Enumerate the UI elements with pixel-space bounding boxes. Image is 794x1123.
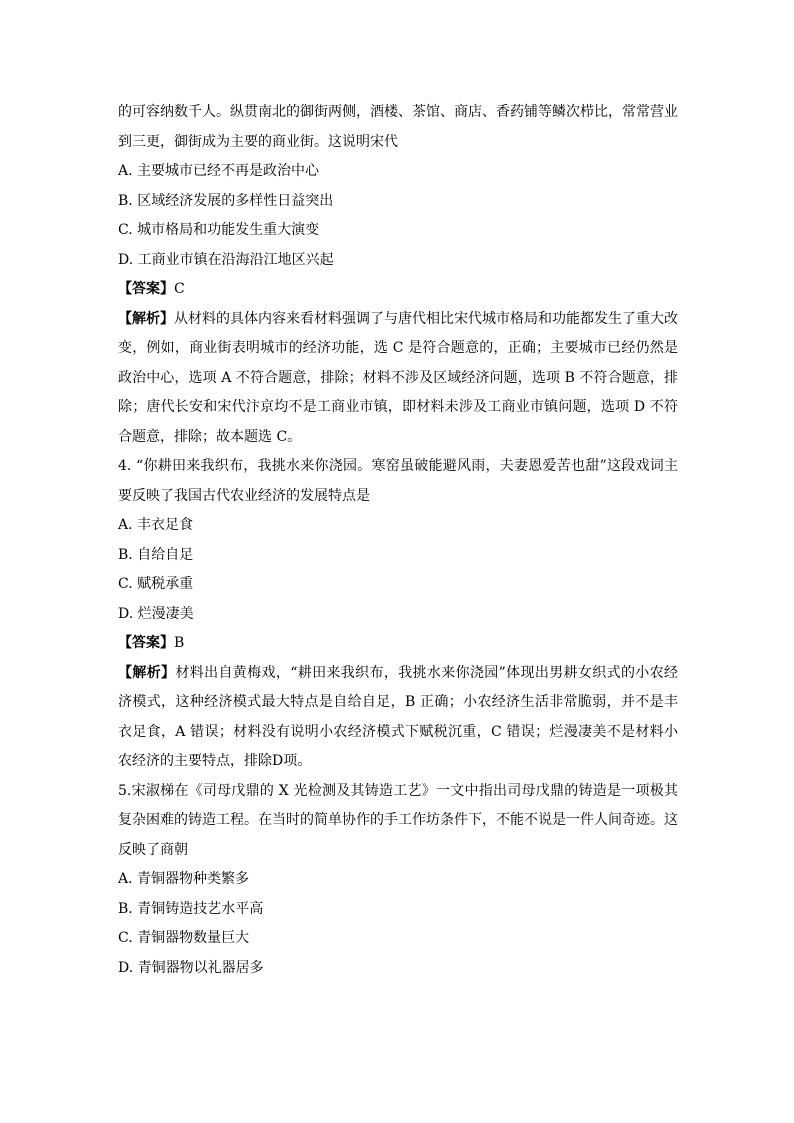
answer-value: C [174,281,185,297]
question-3-answer [118,275,678,305]
question-4-option-a: A. 丰衣足食 [118,517,194,533]
answer-tag: 【答案】 [118,281,174,297]
answer-tag: 【答案】 [118,635,174,651]
question-3-option-c: C. 城市格局和功能发生重大演变 [118,222,320,238]
question-4-stem: 4. “你耕田来我织布，我挑水来你浇园。寒窑虽破能避风雨，夫妻恩爱苦也甜”这段戏词主要反映了我国古代农业经济的发展特点是 [118,458,678,504]
analysis-text: 从材料的具体内容来看材料强调了与唐代相比宋代城市格局和功能都发生了重大改变，例如，商业街表明城市的经济功能，选 C 是符合题意的，正确；主要城市已经仍然是政治中心，选项 A 不符合题意，排除；材料不涉及区域经济问题，选项 B 不符合题意，排除；唐代长安和宋代汴京均不是工商业市镇，即材料未涉及工商业市镇问题，选项 D 不符合题意，排除；故本题选 C。 [118,310,678,445]
page-content [118,98,678,983]
answer-value: B [174,635,185,651]
question-4-option-c: C. 赋税承重 [118,576,194,592]
analysis-text: 材料出自黄梅戏，“耕田来我织布，我挑水来你浇园”体现出男耕女织式的小农经济模式，这种经济模式最大特点是自给自足，B 正确；小农经济生活非常脆弱，并不是丰衣足食，A 错误；材料没有说明小农经济模式下赋税沉重，C 错误；烂漫凄美不是材料小农经济的主要特点，排除D项。 [118,664,679,769]
question-5-option-a: A. 青铜器物种类繁多 [118,871,250,887]
question-4-answer [118,629,678,659]
question-4-analysis [118,659,678,777]
question-3-stem-continuation: 的可容纳数千人。纵贯南北的御街两侧，酒楼、茶馆、商店、香药铺等鳞次栉比，常常营业到三更，御街成为主要的商业街。这说明宋代 [118,104,678,150]
question-3-option-a: A. 主要城市已经不再是政治中心 [118,163,320,179]
question-5-option-c: C. 青铜器物数量巨大 [118,930,250,946]
question-5-option-b: B. 青铜铸造技艺水平高 [118,900,264,917]
question-3-option-d: D. 工商业市镇在沿海沿江地区兴起 [118,251,334,268]
analysis-tag: 【解析】 [118,664,176,681]
question-5-option-d: D. 青铜器物以礼器居多 [118,959,264,976]
question-4-option-d: D. 烂漫凄美 [118,605,194,622]
question-5-stem: 5.宋淑梯在《司母戊鼎的 X 光检测及其铸造工艺》一文中指出司母戊鼎的铸造是一项极其复杂困难的铸造工程。在当时的简单协作的手工作坊条件下，不能不说是一件人间奇迹。这反映了商朝 [118,782,678,858]
question-3-option-b: B. 区域经济发展的多样性日益突出 [118,192,334,209]
question-4-option-b: B. 自给自足 [118,546,194,563]
question-3-analysis [118,305,678,453]
analysis-tag: 【解析】 [118,310,174,327]
